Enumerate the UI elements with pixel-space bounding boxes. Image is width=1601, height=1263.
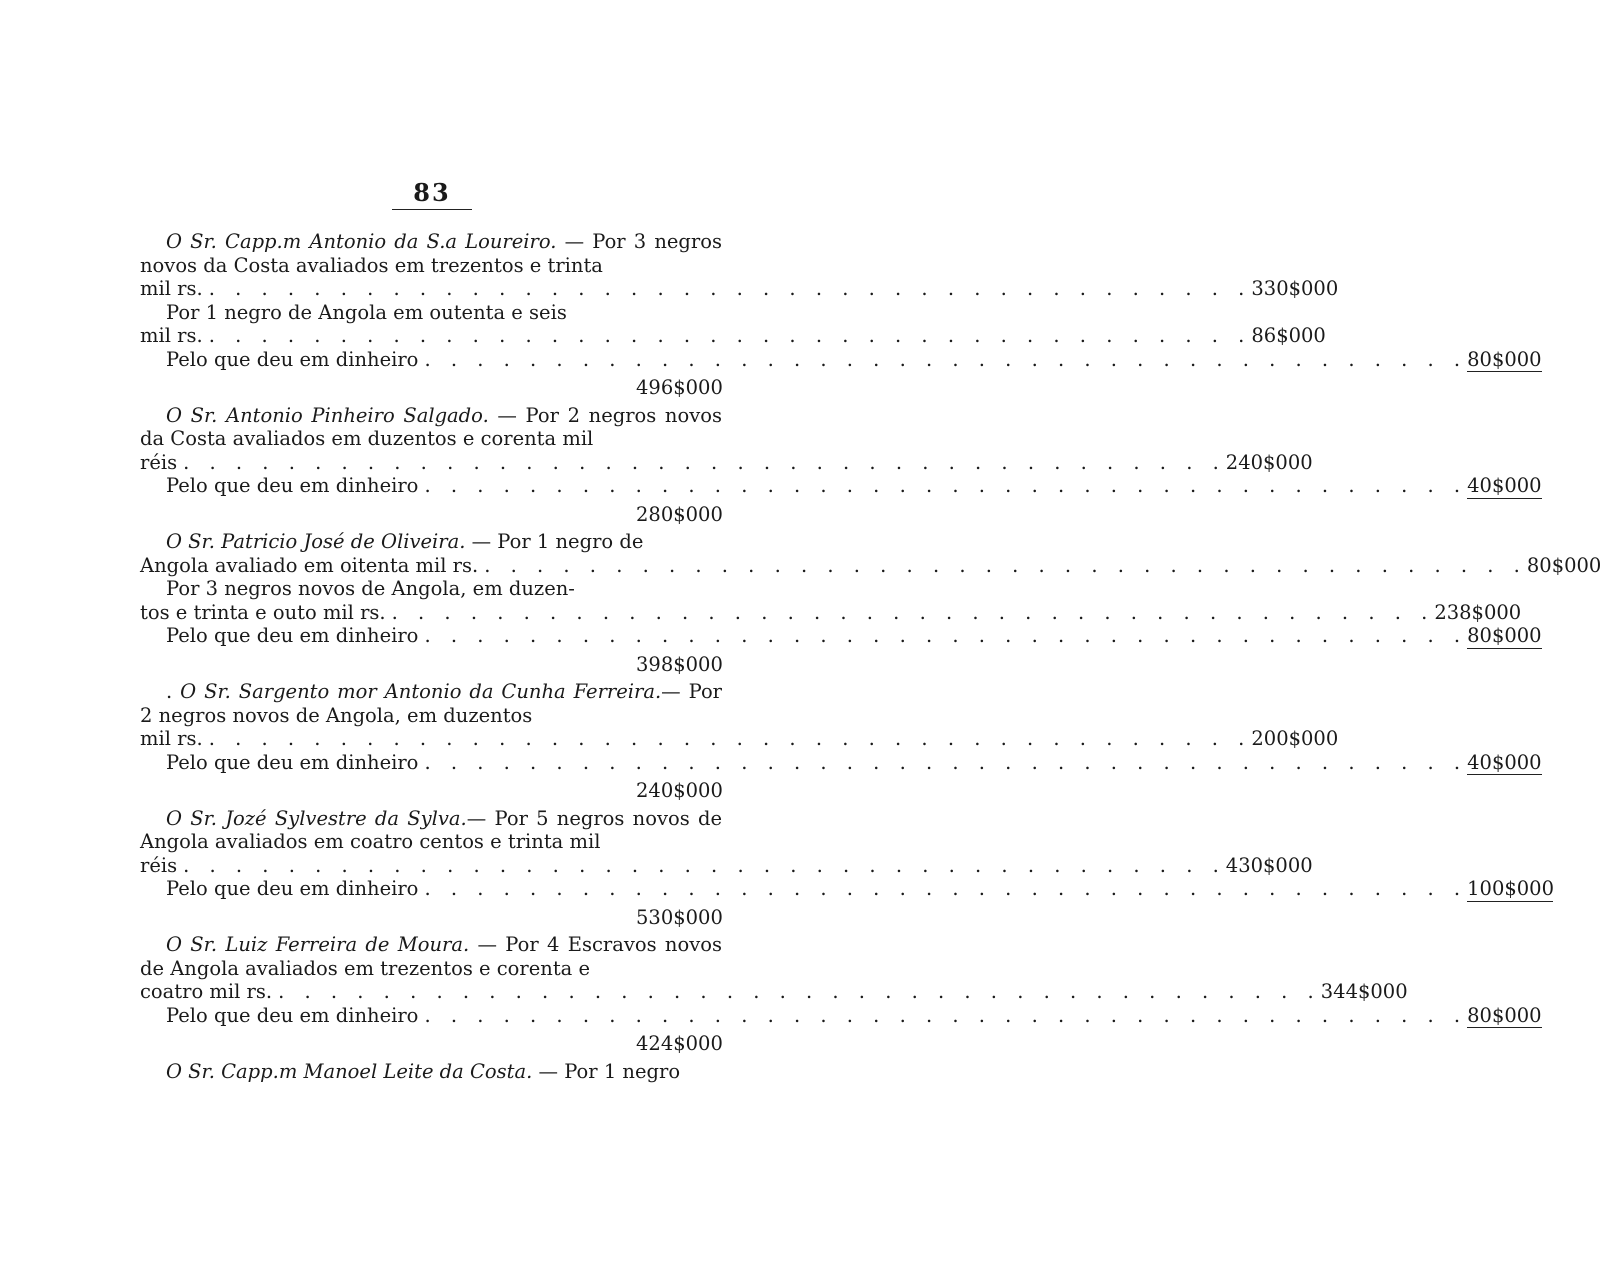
entry-description: — Por 1 negro de: [465, 530, 644, 553]
person-name: O Sr. Sargento mor Antonio da Cunha Ferreira.: [180, 680, 662, 703]
person-name: O Sr. Capp.m Antonio da S.a Loureiro.: [166, 230, 557, 253]
entry-description: — Por 5 negros novos de Angola avaliados em coatro centos e trinta mil: [140, 806, 722, 853]
leader-dots: . . . . . . . . . . . . . . . . . . . . . . . . . . . . . . . . . . . . . . . .: [208, 277, 1252, 300]
row-text: Por 1 negro de Angola em outenta e seis: [166, 300, 567, 324]
ledger-row: [140, 727, 1339, 751]
leader-dots: . . . . . . . . . . . . . . . . . . . . . . . . . . . . . . . . . . . . . . . .: [183, 450, 1226, 474]
row-amount: 430$000: [1225, 853, 1313, 877]
ledger-entry: [140, 530, 1601, 676]
row-amount: 86$000: [1251, 324, 1326, 347]
leader-dots: . . . . . . . . . . . . . . . . . . . . . . . . . . . . . . . . . . . . . . . .: [424, 750, 1468, 774]
row-label: Pelo que deu em dinheiro: [166, 624, 419, 647]
row-label: Pelo que deu em dinheiro: [166, 474, 419, 497]
row-amount: 330$000: [1251, 277, 1339, 300]
leader-dots: . . . . . . . . . . . . . . . . . . . . . . . . . . . . . . . . . . . . . . . .: [424, 474, 1468, 497]
leader-dots: . . . . . . . . . . . . . . . . . . . . . . . . . . . . . . . . . . . . . . . .: [424, 347, 1468, 371]
row-amount: 80$000: [1467, 1003, 1542, 1027]
person-name: O Sr. Luiz Ferreira de Moura.: [166, 933, 470, 956]
leader-dots: . . . . . . . . . . . . . . . . . . . . . . . . . . . . . . . . . . . . . . . .: [208, 727, 1252, 750]
total-amount: 496$000: [636, 376, 723, 399]
row-amount: 80$000: [1467, 347, 1542, 371]
ledger-entry: [140, 680, 1542, 803]
total-row: [140, 651, 722, 677]
entry-heading: [140, 933, 722, 980]
row-amount: 40$000: [1467, 750, 1542, 774]
row-label: Pelo que deu em dinheiro: [166, 1003, 419, 1027]
ledger-entry: [140, 933, 1542, 1056]
person-name: O Sr. Antonio Pinheiro Salgado.: [166, 403, 489, 427]
entry-description: — Por 2 negros novos de Angola, em duzentos: [140, 680, 723, 727]
leader-dots: . . . . . . . . . . . . . . . . . . . . . . . . . . . . . . . . . . . . . . . .: [424, 877, 1468, 900]
entry-heading: [140, 404, 722, 451]
total-amount: 398$000: [636, 652, 723, 676]
row-text: Por 3 negros novos de Angola, em duzen-: [166, 577, 575, 600]
entry-heading: [140, 530, 722, 554]
person-name: O Sr. Patricio José de Oliveira.: [166, 530, 466, 553]
row-label: Angola avaliado em oitenta mil rs.: [140, 553, 479, 577]
ledger-row: [140, 624, 1542, 649]
entry-heading: [140, 230, 722, 277]
row-amount: 200$000: [1251, 727, 1339, 750]
entry-description: — Por 3 negros novos da Costa avaliados em trezentos e trinta: [140, 230, 722, 277]
row-label: coatro mil rs.: [140, 980, 273, 1003]
row-label: mil rs.: [140, 324, 203, 347]
entry-prefix: .: [166, 680, 181, 703]
row-label: mil rs.: [140, 727, 203, 750]
entry-heading: [140, 680, 722, 727]
ledger-row: [140, 750, 1542, 776]
row-amount: 238$000: [1434, 600, 1522, 624]
row-amount: 80$000: [1467, 624, 1542, 647]
row-amount: 100$000: [1467, 877, 1554, 900]
row-label: tos e trinta e outo mil rs.: [140, 600, 386, 624]
ledger-row: [140, 577, 722, 601]
total-row: [140, 904, 722, 930]
person-name: O Sr. Capp.m Manoel Leite da Costa.: [166, 1059, 533, 1083]
ledger-row: [140, 301, 722, 325]
entry-heading: [140, 807, 722, 854]
total-amount: 280$000: [636, 502, 723, 526]
ledger-row: [140, 324, 1326, 348]
ledger-row: [140, 877, 1554, 902]
row-label: réis: [140, 450, 178, 474]
final-entry-heading: [140, 1060, 722, 1084]
person-name: O Sr. Jozé Sylvestre da Sylva.: [166, 806, 467, 830]
row-label: Pelo que deu em dinheiro: [166, 750, 419, 774]
row-amount: 80$000: [1526, 553, 1601, 577]
leader-dots: . . . . . . . . . . . . . . . . . . . . . . . . . . . . . . . . . . . . . . . .: [208, 324, 1252, 347]
total-row: [140, 1030, 722, 1056]
row-label: réis: [140, 853, 178, 877]
ledger-row: [140, 980, 1408, 1004]
leader-dots: . . . . . . . . . . . . . . . . . . . . . . . . . . . . . . . . . . . . . . . .: [424, 1003, 1468, 1027]
total-amount: 240$000: [636, 779, 723, 802]
leader-dots: . . . . . . . . . . . . . . . . . . . . . . . . . . . . . . . . . . . . . . . .: [424, 624, 1468, 647]
total-row: [140, 374, 722, 400]
row-label: Pelo que deu em dinheiro: [166, 877, 419, 900]
ledger-row: [140, 450, 1313, 475]
ledger-row: [140, 553, 1601, 578]
page-number: 83: [392, 178, 472, 210]
ledger-row: [140, 1003, 1542, 1029]
ledger-entry: [140, 230, 1542, 400]
ledger-content: [140, 230, 1601, 1083]
ledger-row: [140, 853, 1313, 878]
leader-dots: . . . . . . . . . . . . . . . . . . . . . . . . . . . . . . . . . . . . . . . .: [391, 600, 1435, 624]
total-row: [140, 501, 722, 527]
row-amount: 40$000: [1467, 474, 1542, 497]
ledger-row: [140, 277, 1339, 301]
row-amount: 240$000: [1225, 450, 1313, 474]
row-label: mil rs.: [140, 277, 203, 300]
row-label: Pelo que deu em dinheiro: [166, 347, 419, 371]
row-amount: 344$000: [1320, 980, 1408, 1003]
total-amount: 530$000: [636, 905, 723, 929]
ledger-row: [140, 600, 1522, 625]
ledger-entry: [140, 806, 1554, 930]
leader-dots: . . . . . . . . . . . . . . . . . . . . . . . . . . . . . . . . . . . . . . . .: [183, 853, 1226, 877]
ledger-row: [140, 474, 1542, 499]
total-amount: 424$000: [636, 1032, 723, 1055]
entry-description: — Por 4 Escravos novos de Angola avaliados em trezentos e corenta e: [140, 933, 722, 980]
total-row: [140, 777, 722, 803]
entry-description: — Por 1 negro: [532, 1059, 681, 1083]
leader-dots: . . . . . . . . . . . . . . . . . . . . . . . . . . . . . . . . . . . . . . . .: [484, 553, 1527, 577]
leader-dots: . . . . . . . . . . . . . . . . . . . . . . . . . . . . . . . . . . . . . . . .: [278, 980, 1321, 1003]
ledger-row: [140, 347, 1542, 373]
entry-description: — Por 2 negros novos da Costa avaliados em duzentos e corenta mil: [140, 403, 722, 450]
ledger-entry: [140, 403, 1542, 527]
